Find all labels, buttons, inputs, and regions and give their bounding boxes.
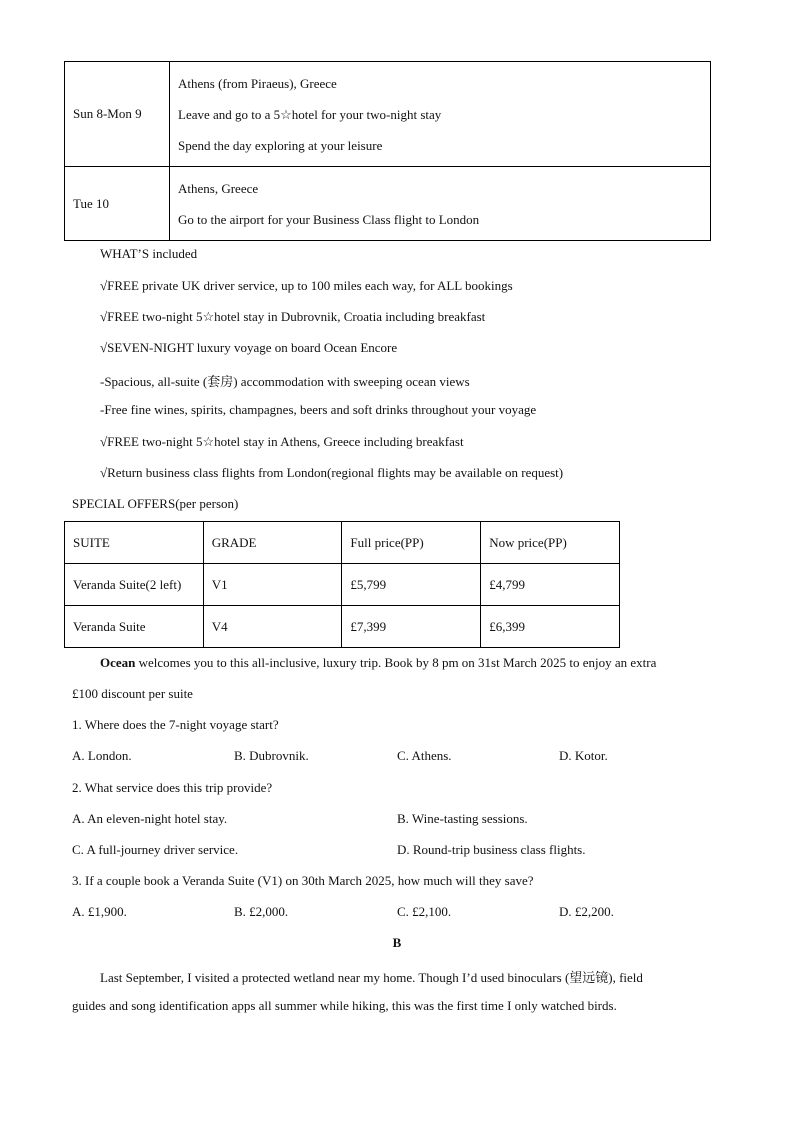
itinerary-line: Leave and go to a 5☆hotel for your two-night stay — [178, 106, 442, 122]
section-title: B — [392, 935, 402, 950]
offers-heading: SPECIAL OFFERS(per person) — [72, 496, 239, 511]
itinerary-line: Go to the airport for your Business Class flight to London — [178, 211, 480, 227]
offers-row — [65, 606, 620, 648]
question-option: B. Wine-tasting sessions. — [397, 811, 528, 826]
passage-line: Last September, I visited a protected wetland near my home. Though I’d used binoculars (望远镜), field — [100, 970, 643, 985]
question-option: C. £2,100. — [397, 904, 452, 919]
itinerary-line: Athens (from Piraeus), Greece — [178, 75, 337, 91]
question-text: 1. Where does the 7-night voyage start? — [72, 717, 279, 732]
question-option: B. Dubrovnik. — [234, 748, 309, 763]
offers-cell: £5,799 — [342, 564, 481, 606]
question-option: C. A full-journey driver service. — [72, 842, 239, 857]
itinerary-line: Spend the day exploring at your leisure — [178, 137, 383, 153]
brand-name: Ocean — [100, 655, 136, 670]
question-option: D. Round-trip business class flights. — [397, 842, 586, 857]
offers-table — [64, 521, 620, 648]
question-option: A. London. — [72, 748, 132, 763]
included-item: √Return business class flights from London(regional flights may be available on request) — [100, 465, 564, 480]
question-option: D. Kotor. — [559, 748, 608, 763]
itinerary-details — [170, 167, 711, 241]
note-text: welcomes you to this all-inclusive, luxury trip. Book by 8 pm on 31st March 2025 to enjoy an extra — [135, 655, 657, 670]
itinerary-date: Tue 10 — [65, 167, 170, 241]
question-text: 3. If a couple book a Veranda Suite (V1) on 30th March 2025, how much will they save? — [72, 873, 534, 888]
offers-cell: V4 — [203, 606, 342, 648]
itinerary-table — [64, 61, 711, 241]
booking-note — [100, 655, 656, 671]
question-option: D. £2,200. — [559, 904, 614, 919]
itinerary-row — [65, 167, 711, 241]
included-item: √FREE private UK driver service, up to 100 miles each way, for ALL bookings — [100, 278, 513, 293]
offers-header-cell: GRADE — [203, 522, 342, 564]
itinerary-row — [65, 62, 711, 167]
included-item: -Spacious, all-suite (套房) accommodation with sweeping ocean views — [100, 374, 470, 389]
offers-header-row — [65, 522, 620, 564]
offers-cell: £6,399 — [481, 606, 620, 648]
offers-cell: £7,399 — [342, 606, 481, 648]
offers-header-cell: Full price(PP) — [342, 522, 481, 564]
question-option: C. Athens. — [397, 748, 452, 763]
included-item: √FREE two-night 5☆hotel stay in Athens, Greece including breakfast — [100, 434, 464, 449]
offers-row — [65, 564, 620, 606]
itinerary-details — [170, 62, 711, 167]
itinerary-date: Sun 8-Mon 9 — [65, 62, 170, 167]
offers-cell: £4,799 — [481, 564, 620, 606]
passage-line: guides and song identification apps all summer while hiking, this was the first time I only watched birds. — [72, 998, 617, 1013]
included-item: √SEVEN-NIGHT luxury voyage on board Ocean Encore — [100, 340, 398, 355]
offers-cell: V1 — [203, 564, 342, 606]
offers-cell: Veranda Suite — [65, 606, 204, 648]
question-option: B. £2,000. — [234, 904, 289, 919]
offers-header-cell: SUITE — [65, 522, 204, 564]
itinerary-line: Athens, Greece — [178, 180, 259, 196]
question-text: 2. What service does this trip provide? — [72, 780, 273, 795]
question-option: A. An eleven-night hotel stay. — [72, 811, 228, 826]
offers-header-cell: Now price(PP) — [481, 522, 620, 564]
included-item: -Free fine wines, spirits, champagnes, beers and soft drinks throughout your voyage — [100, 402, 537, 417]
offers-cell: Veranda Suite(2 left) — [65, 564, 204, 606]
note-text-cont: £100 discount per suite — [72, 686, 193, 701]
question-option: A. £1,900. — [72, 904, 127, 919]
included-heading: WHAT’S included — [100, 246, 198, 261]
included-item: √FREE two-night 5☆hotel stay in Dubrovnik, Croatia including breakfast — [100, 309, 486, 324]
